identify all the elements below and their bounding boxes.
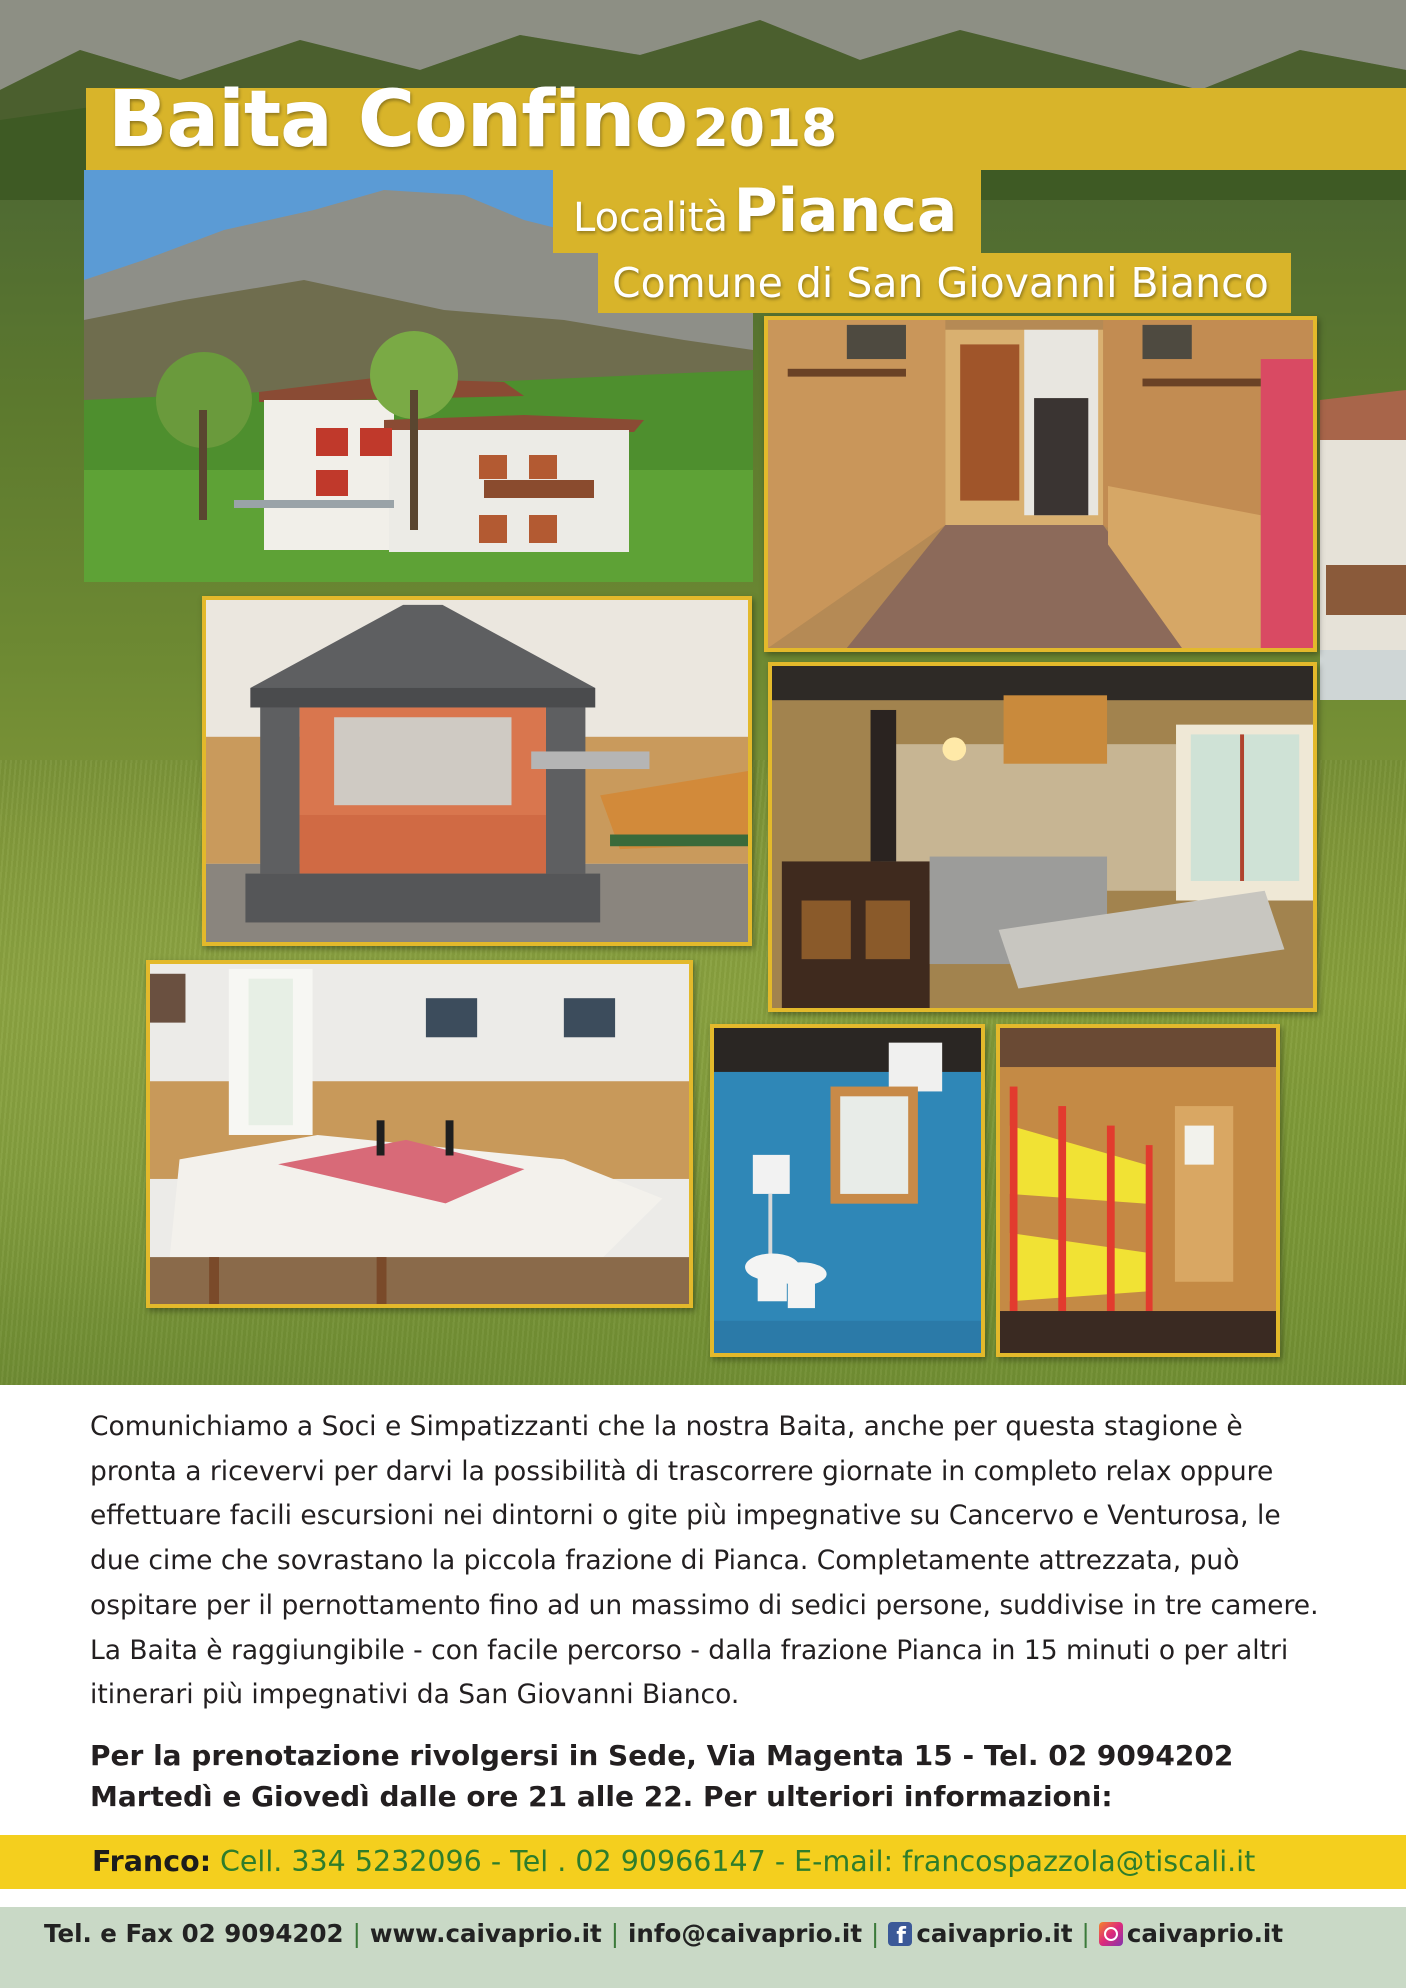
- description-paragraph: Comunichiamo a Soci e Simpatizzanti che la nostra Baita, anche per questa stagione è pronta a ricevervi per darvi la possibilità di trascorrere giornate in completo relax oppure effettuare facili escursioni nei dintorni o gite più impegnative su Cancervo e Venturosa, le due cime che sovrastano la piccola frazione di Pianca. Completamente attrezzata, può ospitare per il pernottamento fino ad un massimo di sedici persone, suddivise in tre camere. La Baita è raggiungibile - con facile percorso - dalla frazione Pianca in 15 minuti o per altri itinerari più impegnativi da San Giovanni Bianco.: [90, 1411, 1319, 1711]
- footer-separator: |: [352, 1919, 361, 1948]
- booking-line-1: Per la prenotazione rivolgersi in Sede, Via Magenta 15 - Tel. 02 9094202: [90, 1739, 1234, 1772]
- footer-website-link[interactable]: www.caivaprio.it: [369, 1919, 602, 1948]
- footer-email-link[interactable]: info@caivaprio.it: [627, 1919, 863, 1948]
- contact-name: Franco:: [92, 1845, 212, 1878]
- footer-row: [44, 1915, 1283, 1953]
- booking-info: [90, 1735, 1330, 1817]
- photo-dining: [146, 960, 693, 1308]
- contact-details[interactable]: Cell. 334 5232096 - Tel . 02 90966147 - E-mail: francospazzola@tiscali.it: [220, 1845, 1256, 1878]
- footer-separator: |: [1081, 1919, 1090, 1948]
- contact-bar: [0, 1835, 1406, 1889]
- locality-banner: [553, 170, 981, 253]
- facebook-icon[interactable]: [888, 1922, 912, 1946]
- locality-name: Pianca: [733, 176, 958, 246]
- photo-kitchen: [768, 662, 1317, 1012]
- photo-bathroom: [710, 1024, 985, 1357]
- booking-line-2: Martedì e Giovedì dalle ore 21 alle 22. Per ulteriori informazioni:: [90, 1780, 1113, 1813]
- instagram-icon[interactable]: [1099, 1922, 1123, 1946]
- footer-separator: |: [610, 1919, 619, 1948]
- locality-label: Località: [573, 195, 728, 241]
- title-banner: [86, 75, 1406, 170]
- title-name: Baita Confino: [108, 75, 688, 165]
- photo-bunkbeds: [996, 1024, 1280, 1357]
- footer-phone-fax: Tel. e Fax 02 9094202: [44, 1919, 344, 1948]
- municipality-banner: Comune di San Giovanni Bianco: [598, 253, 1291, 313]
- photo-corridor: [764, 316, 1317, 652]
- footer-bar: [0, 1907, 1406, 1988]
- footer-facebook-link[interactable]: caivaprio.it: [916, 1919, 1073, 1948]
- title-year: 2018: [692, 99, 838, 159]
- content-section: [0, 1385, 1406, 1988]
- photo-fireplace: [202, 596, 752, 946]
- background-house: [1320, 390, 1406, 700]
- footer-separator: |: [871, 1919, 880, 1948]
- footer-instagram-link[interactable]: caivaprio.it: [1126, 1919, 1284, 1948]
